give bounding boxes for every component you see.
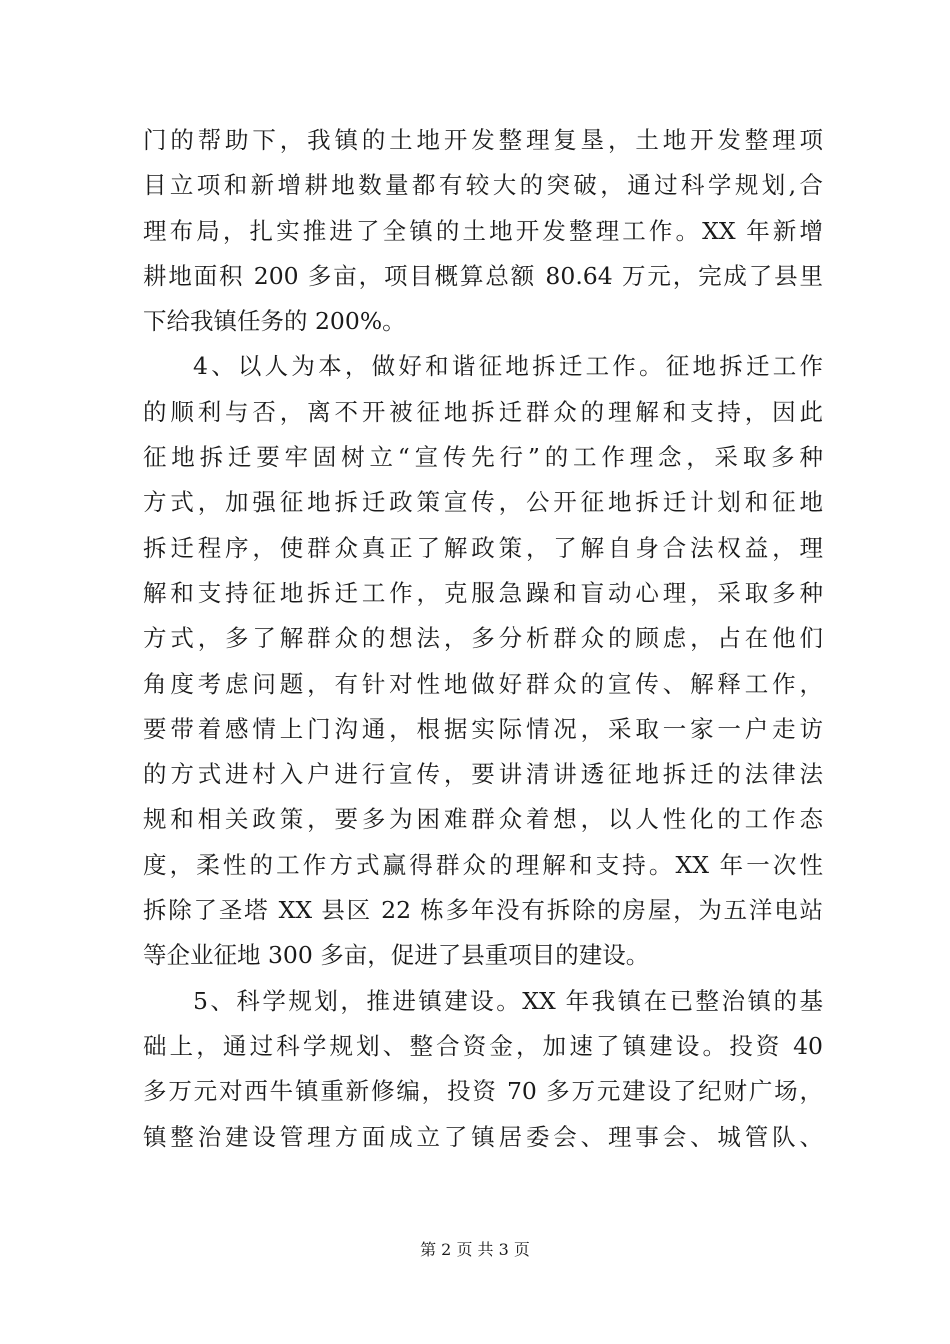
text-line: 要带着感情上门沟通，根据实际情况，采取一家一户走访 [143, 714, 823, 743]
paragraph-4-start: 4、以人为本，做好和谐征地拆迁工作。征地拆迁工作 [193, 352, 823, 381]
text-line: 耕地面积 200 多亩，项目概算总额 80.64 万元，完成了县里 [143, 261, 823, 290]
text-line: 解和支持征地拆迁工作，克服急躁和盲动心理，采取多种 [143, 578, 823, 607]
text-line: 拆除了圣塔 XX 县区 22 栋多年没有拆除的房屋，为五洋电站 [143, 896, 823, 925]
text-line: 门的帮助下，我镇的土地开发整理复垦，土地开发整理项 [143, 126, 823, 154]
text-line: 规和相关政策，要多为困难群众着想，以人性化的工作态 [143, 805, 823, 834]
text-line: 的顺利与否，离不开被征地拆迁群众的理解和支持，因此 [143, 397, 823, 426]
text-line: 角度考虑问题，有针对性地做好群众的宣传、解释工作， [143, 669, 823, 698]
body-text [143, 118, 823, 1160]
text-line: 等企业征地 300 多亩，促进了县重项目的建设。 [143, 941, 650, 970]
text-line: 方式，加强征地拆迁政策宣传，公开征地拆迁计划和征地 [143, 488, 823, 517]
text-line: 镇整治建设管理方面成立了镇居委会、理事会、城管队、 [143, 1122, 823, 1151]
text-line: 度，柔性的工作方式赢得群众的理解和支持。XX 年一次性 [143, 850, 823, 879]
text-line: 目立项和新增耕地数量都有较大的突破，通过科学规划,合 [143, 171, 823, 200]
text-line: 方式，多了解群众的想法，多分析群众的顾虑，占在他们 [143, 624, 823, 653]
paragraph-5-start: 5、科学规划，推进镇建设。XX 年我镇在已整治镇的基 [193, 986, 823, 1015]
text-line: 拆迁程序，使群众真正了解政策，了解自身合法权益，理 [143, 533, 823, 562]
page-number-footer: 第 2 页 共 3 页 [420, 1240, 530, 1259]
text-line: 征地拆迁要牢固树立“宣传先行”的工作理念，采取多种 [143, 443, 823, 472]
text-line: 础上，通过科学规划、整合资金，加速了镇建设。投资 40 [143, 1031, 823, 1060]
text-line: 的方式进村入户进行宣传，要讲清讲透征地拆迁的法律法 [143, 760, 823, 789]
text-line: 理布局，扎实推进了全镇的土地开发整理工作。XX 年新增 [143, 216, 823, 245]
text-line: 多万元对西牛镇重新修编，投资 70 多万元建设了纪财广场， [143, 1077, 823, 1106]
text-line: 下给我镇任务的 200%。 [143, 307, 406, 336]
